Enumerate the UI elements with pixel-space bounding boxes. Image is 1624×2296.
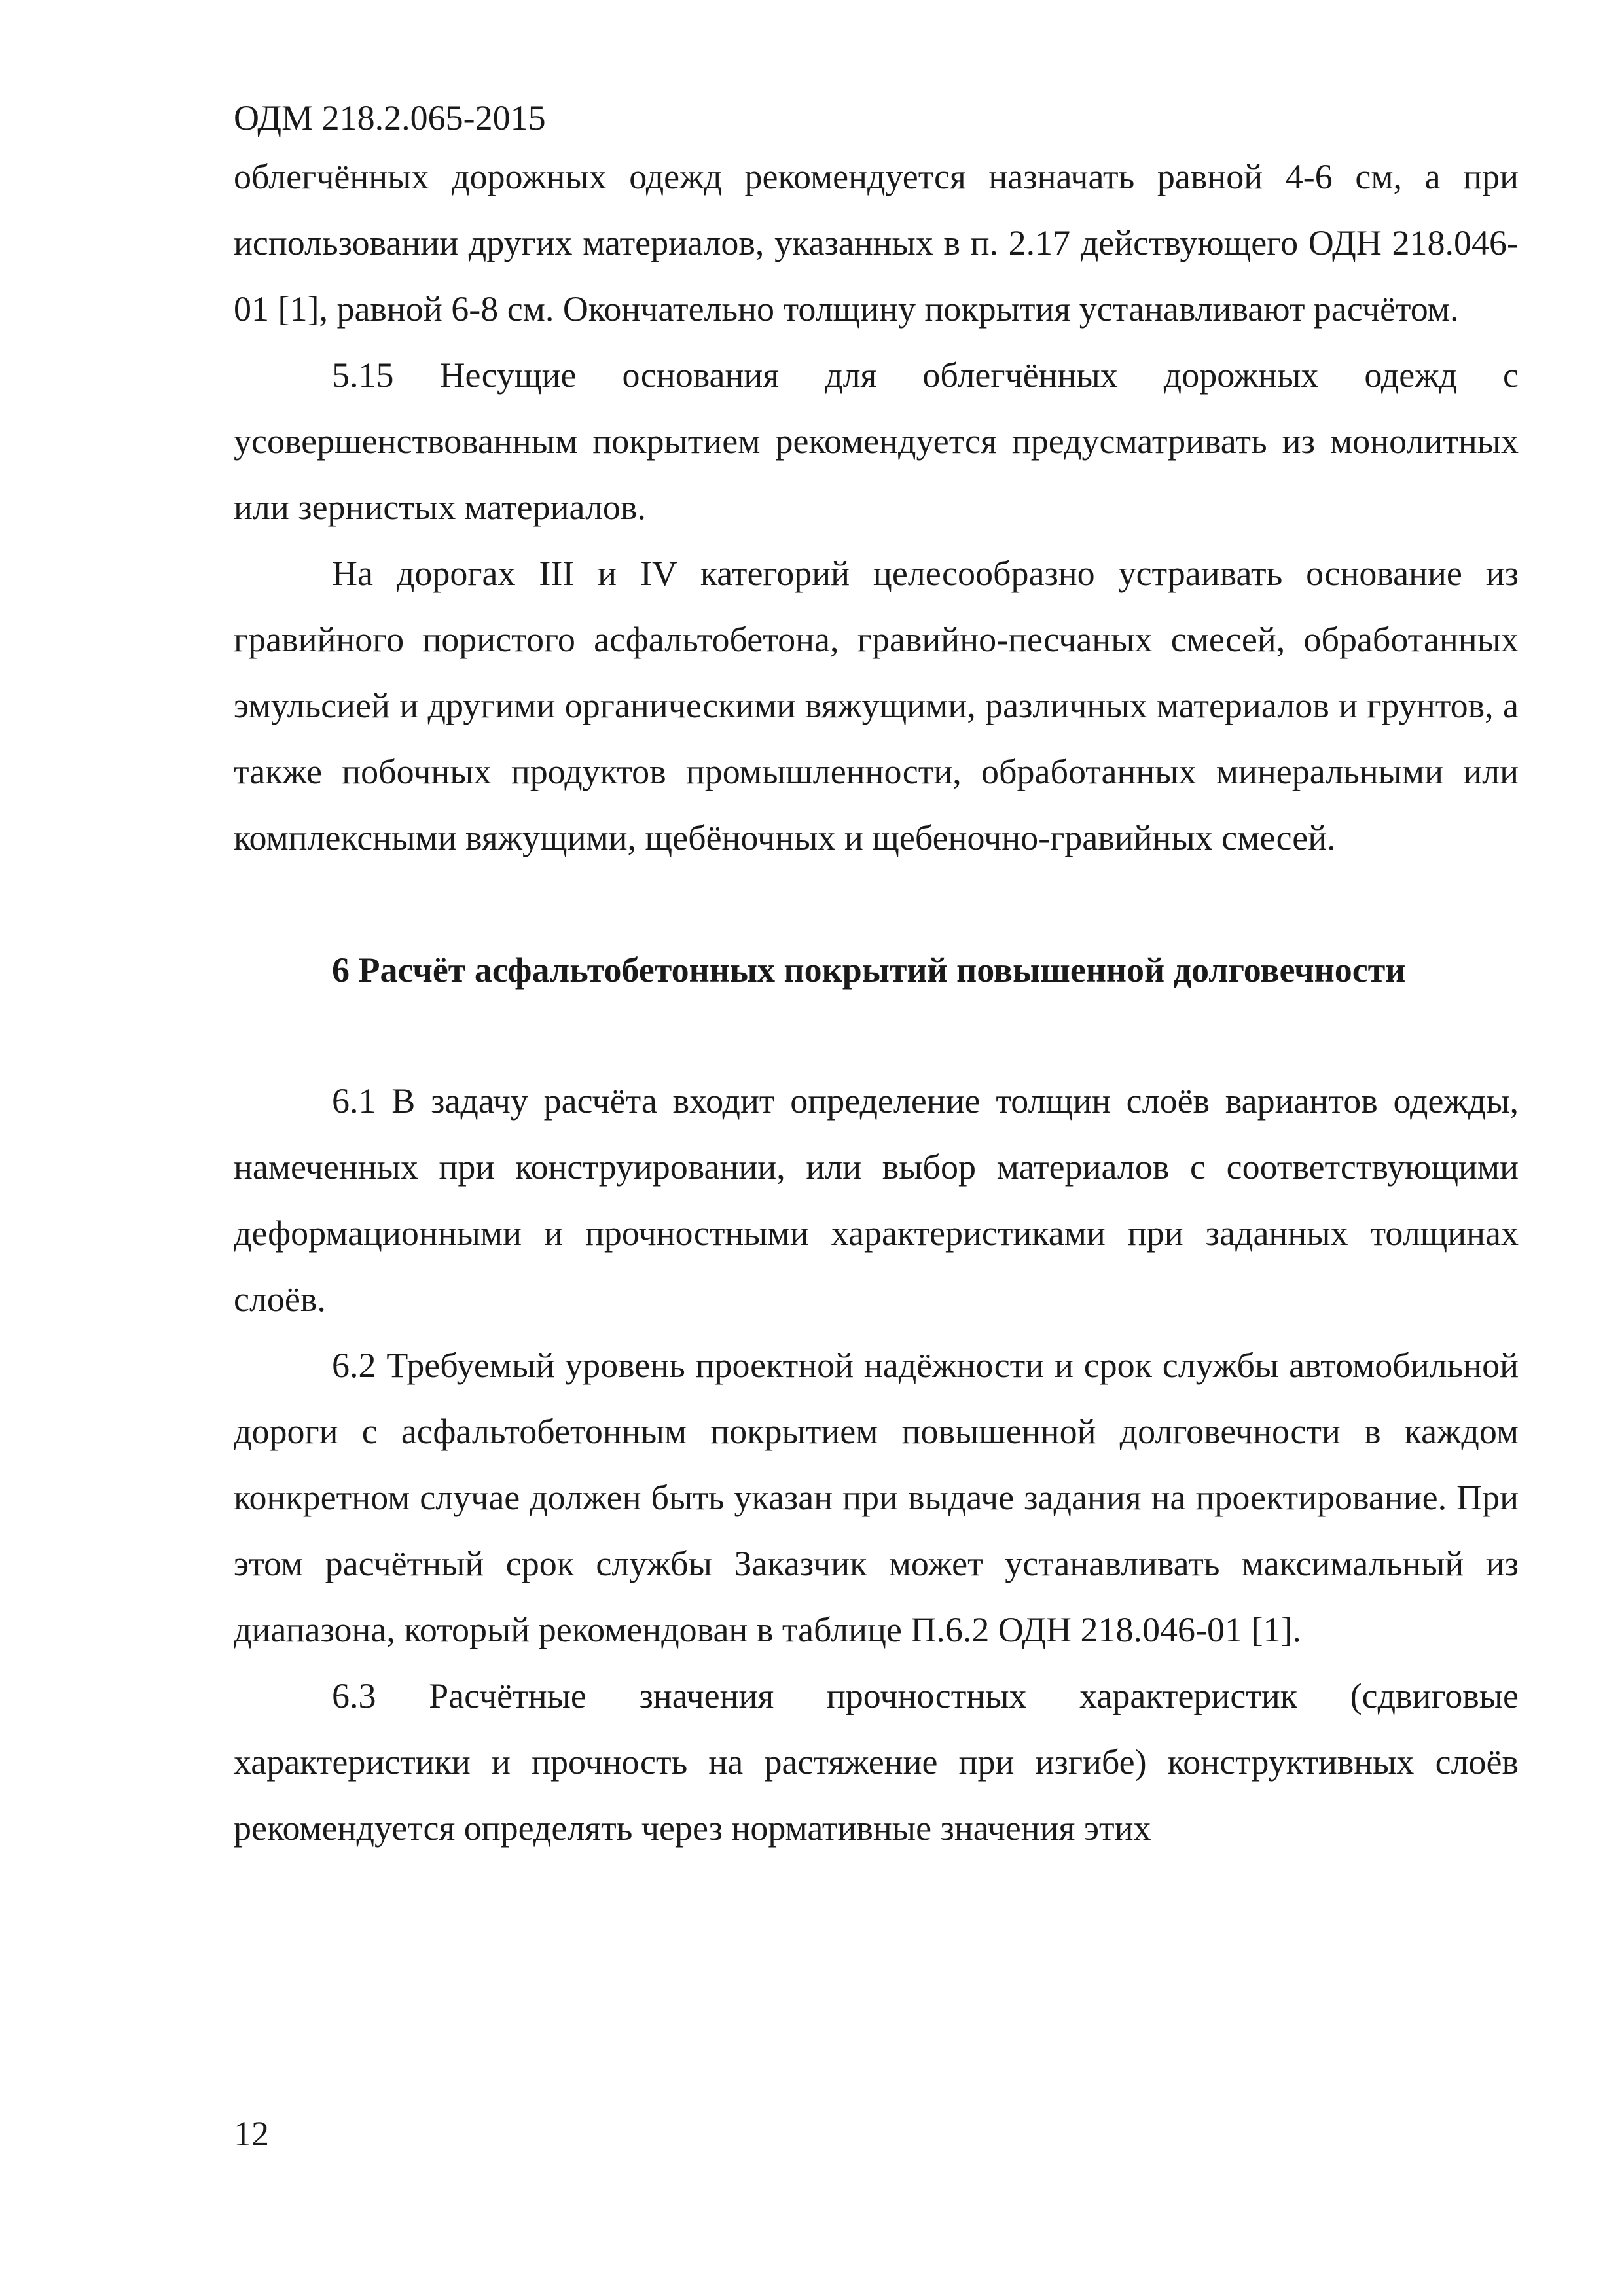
document-page [234, 92, 1519, 1861]
section-6-heading: 6 Расчёт асфальтобетонных покрытий повышенной долговечности [332, 950, 1406, 990]
paragraph-continuation: облегчённых дорожных одежд рекомендуется назначать равной 4-6 см, а при использовании других материалов, указанных в п. 2.17 действующего ОДН 218.046-01 [1], равной 6-8 см. Окончательно толщину покрытия устанавливают расчётом. [234, 157, 1519, 329]
page-number: 12 [234, 2114, 269, 2153]
paragraph-6-1: 6.1 В задачу расчёта входит определение толщин слоёв вариантов одежды, намеченных при конструировании, или выбор материалов с соответствующими деформационными и прочностными характеристиками при заданных толщинах слоёв. [234, 1081, 1519, 1319]
spacer [234, 1003, 1519, 1068]
paragraph-5-15: 5.15 Несущие основания для облегчённых дорожных одежд с усовершенствованным покрытием рекомендуется предусматривать из монолитных или зернистых материалов. [234, 355, 1519, 527]
paragraph-base-materials: На дорогах III и IV категорий целесообразно устраивать основание из гравийного пористого асфальтобетона, гравийно-песчаных смесей, обработанных эмульсией и другими органическими вяжущими, различных материалов и грунтов, а также побочных продуктов промышленности, обработанных минеральными или комплексными вяжущими, щебёночных и щебеночно-гравийных смесей. [234, 554, 1519, 857]
paragraph-6-2: 6.2 Требуемый уровень проектной надёжности и срок службы автомобильной дороги с асфальтобетонным покрытием повышенной долговечности в каждом конкретном случае должен быть указан при выдаче задания на проектирование. При этом расчётный срок службы Заказчик может устанавливать максимальный из диапазона, который рекомендован в таблице П.6.2 ОДН 218.046-01 [1]. [234, 1346, 1519, 1649]
spacer [234, 871, 1519, 937]
document-code: ОДМ 218.2.065-2015 [234, 98, 546, 137]
paragraph-6-3: 6.3 Расчётные значения прочностных характеристик (сдвиговые характеристики и прочность на растяжение при изгибе) конструктивных слоёв рекомендуется определять через нормативные значения этих [234, 1676, 1519, 1848]
